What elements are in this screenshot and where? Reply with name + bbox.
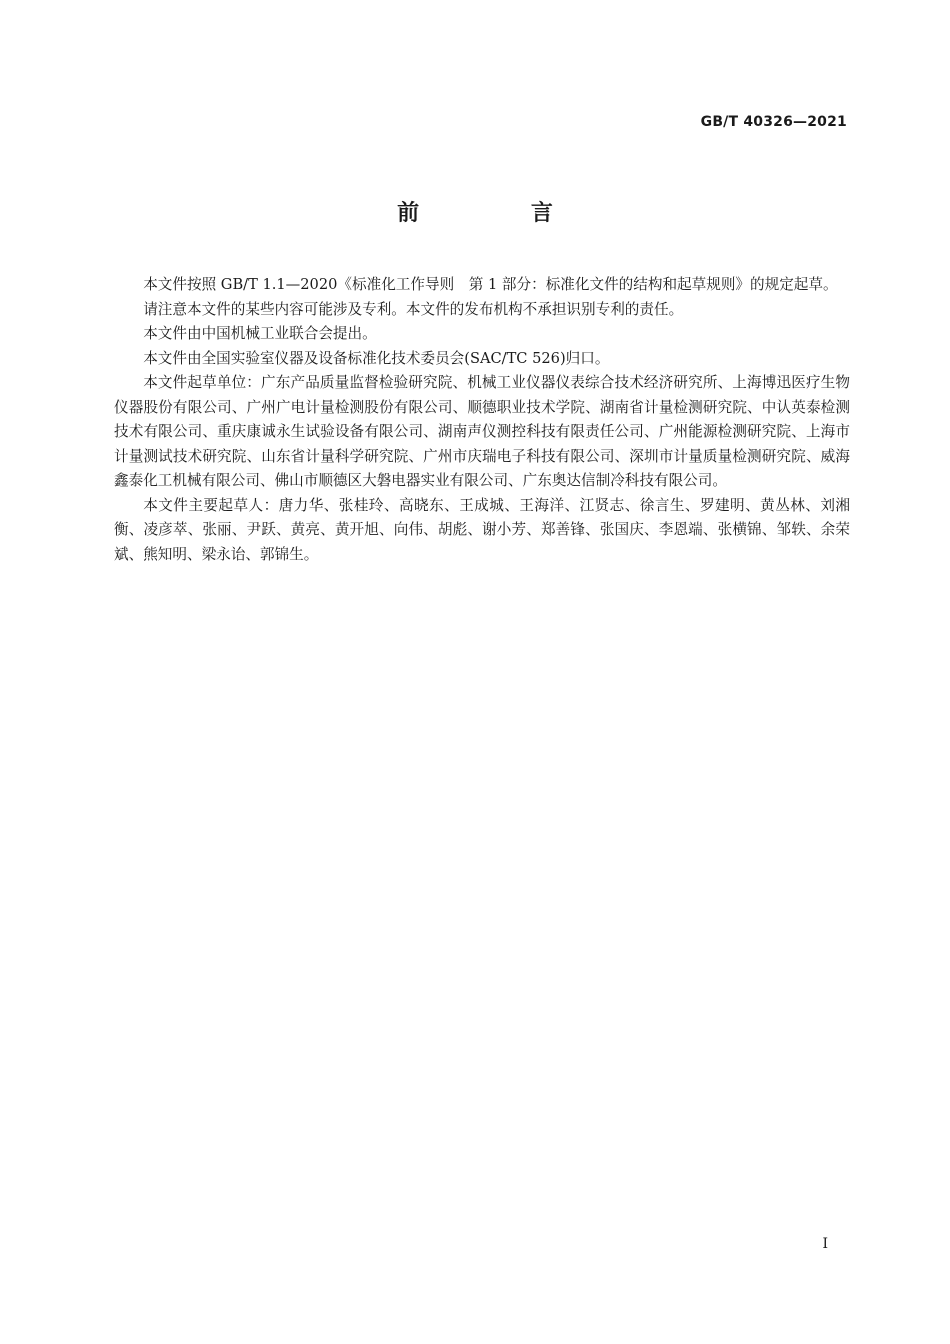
paragraph-patent-notice: 请注意本文件的某些内容可能涉及专利。本文件的发布机构不承担识别专利的责任。 xyxy=(143,300,684,318)
page-number: I xyxy=(822,1236,828,1252)
paragraph-committee: 本文件由全国实验室仪器及设备标准化技术委员会(SAC/TC 526)归口。 xyxy=(143,349,610,367)
paragraph-proposer: 本文件由中国机械工业联合会提出。 xyxy=(143,325,377,342)
paragraph-drafters: 本文件主要起草人：唐力华、张桂玲、高晓东、王成城、王海洋、江贤志、徐言生、罗建明、黄丛林、刘湘衡、凌彦萃、张丽、尹跃、黄亮、黄开旭、向伟、胡彪、谢小芳、郑善锋、张国庆、李恩端、张横锦、邹轶、余荣斌、熊知明、梁永诒、郭锦生。 xyxy=(114,496,850,563)
paragraph-drafting-units: 本文件起草单位：广东产品质量监督检验研究院、机械工业仪器仪表综合技术经济研究所、上海博迅医疗生物仪器股份有限公司、广州广电计量检测股份有限公司、顺德职业技术学院、湖南省计量检测研究院、中认英泰检测技术有限公司、重庆康诚永生试验设备有限公司、湖南声仪测控科技有限责任公司、广州能源检测研究院、上海市计量测试技术研究院、山东省计量科学研究院、广州市庆瑞电子科技有限公司、深圳市计量质量检测研究院、威海鑫泰化工机械有限公司、佛山市顺德区大磐电器实业有限公司、广东奥达信制冷科技有限公司。 xyxy=(114,374,850,489)
foreword-body xyxy=(114,273,850,567)
paragraph-drafting-rules: 本文件按照 GB/T 1.1—2020《标准化工作导则 第 1 部分：标准化文件的结构和起草规则》的规定起草。 xyxy=(143,276,838,293)
page-title: 前 言 xyxy=(397,201,605,226)
standard-code: GB/T 40326—2021 xyxy=(700,114,847,130)
